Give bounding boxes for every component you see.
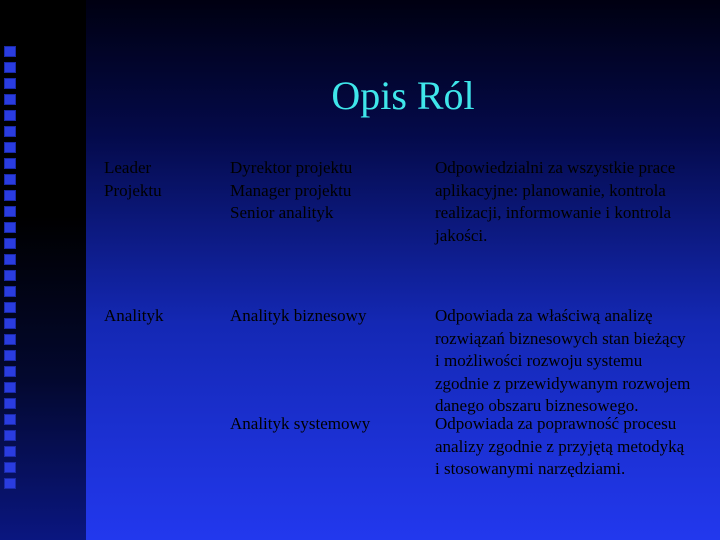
square-bullet-icon <box>4 446 16 457</box>
role-description-system-analyst: Odpowiada za poprawność procesu analizy zgodnie z przyjętą metodyką i stosowanymi narzędziami. <box>435 414 685 478</box>
square-bullet-icon <box>4 94 16 105</box>
square-bullet-icon <box>4 318 16 329</box>
square-bullet-icon <box>4 270 16 281</box>
square-bullet-icon <box>4 238 16 249</box>
square-bullet-icon <box>4 46 16 57</box>
role-positions-leader: Dyrektor projektu Manager projektu Senior analityk <box>230 158 353 222</box>
slide-title: Opis Ról <box>331 73 475 118</box>
square-bullet-icon <box>4 350 16 361</box>
square-bullet-icon <box>4 462 16 473</box>
square-bullet-icon <box>4 254 16 265</box>
square-bullet-icon <box>4 190 16 201</box>
square-bullet-icon <box>4 126 16 137</box>
square-bullet-icon <box>4 286 16 297</box>
square-bullet-icon <box>4 302 16 313</box>
square-bullet-icon <box>4 142 16 153</box>
role-positions-business-analyst: Analityk biznesowy <box>230 306 367 325</box>
square-bullet-icon <box>4 366 16 377</box>
square-bullet-icon <box>4 78 16 89</box>
square-bullet-icon <box>4 382 16 393</box>
square-bullet-icon <box>4 478 16 489</box>
square-bullet-icon <box>4 62 16 73</box>
square-bullet-icon <box>4 174 16 185</box>
square-bullet-icon <box>4 334 16 345</box>
square-bullet-icon <box>4 206 16 217</box>
role-name-analityk: Analityk <box>104 306 164 325</box>
square-bullet-icon <box>4 398 16 409</box>
square-bullet-icon <box>4 222 16 233</box>
square-bullet-icon <box>4 110 16 121</box>
role-description-leader: Odpowiedzialni za wszystkie prace aplikacyjne: planowanie, kontrola realizacji, informowanie i kontrola jakości. <box>435 158 676 245</box>
left-decorative-strip <box>0 0 86 540</box>
square-bullet-icon <box>4 414 16 425</box>
square-bullet-icon <box>4 158 16 169</box>
square-bullet-column <box>4 46 22 489</box>
role-positions-system-analyst: Analityk systemowy <box>230 414 371 433</box>
square-bullet-icon <box>4 430 16 441</box>
role-name-leader: Leader Projektu <box>104 158 162 200</box>
role-description-business-analyst: Odpowiada za właściwą analizę rozwiązań biznesowych stan bieżący i możliwości rozwoju systemu zgodnie z przewidywanym rozwojem danego obszaru biznesowego. <box>435 306 691 415</box>
